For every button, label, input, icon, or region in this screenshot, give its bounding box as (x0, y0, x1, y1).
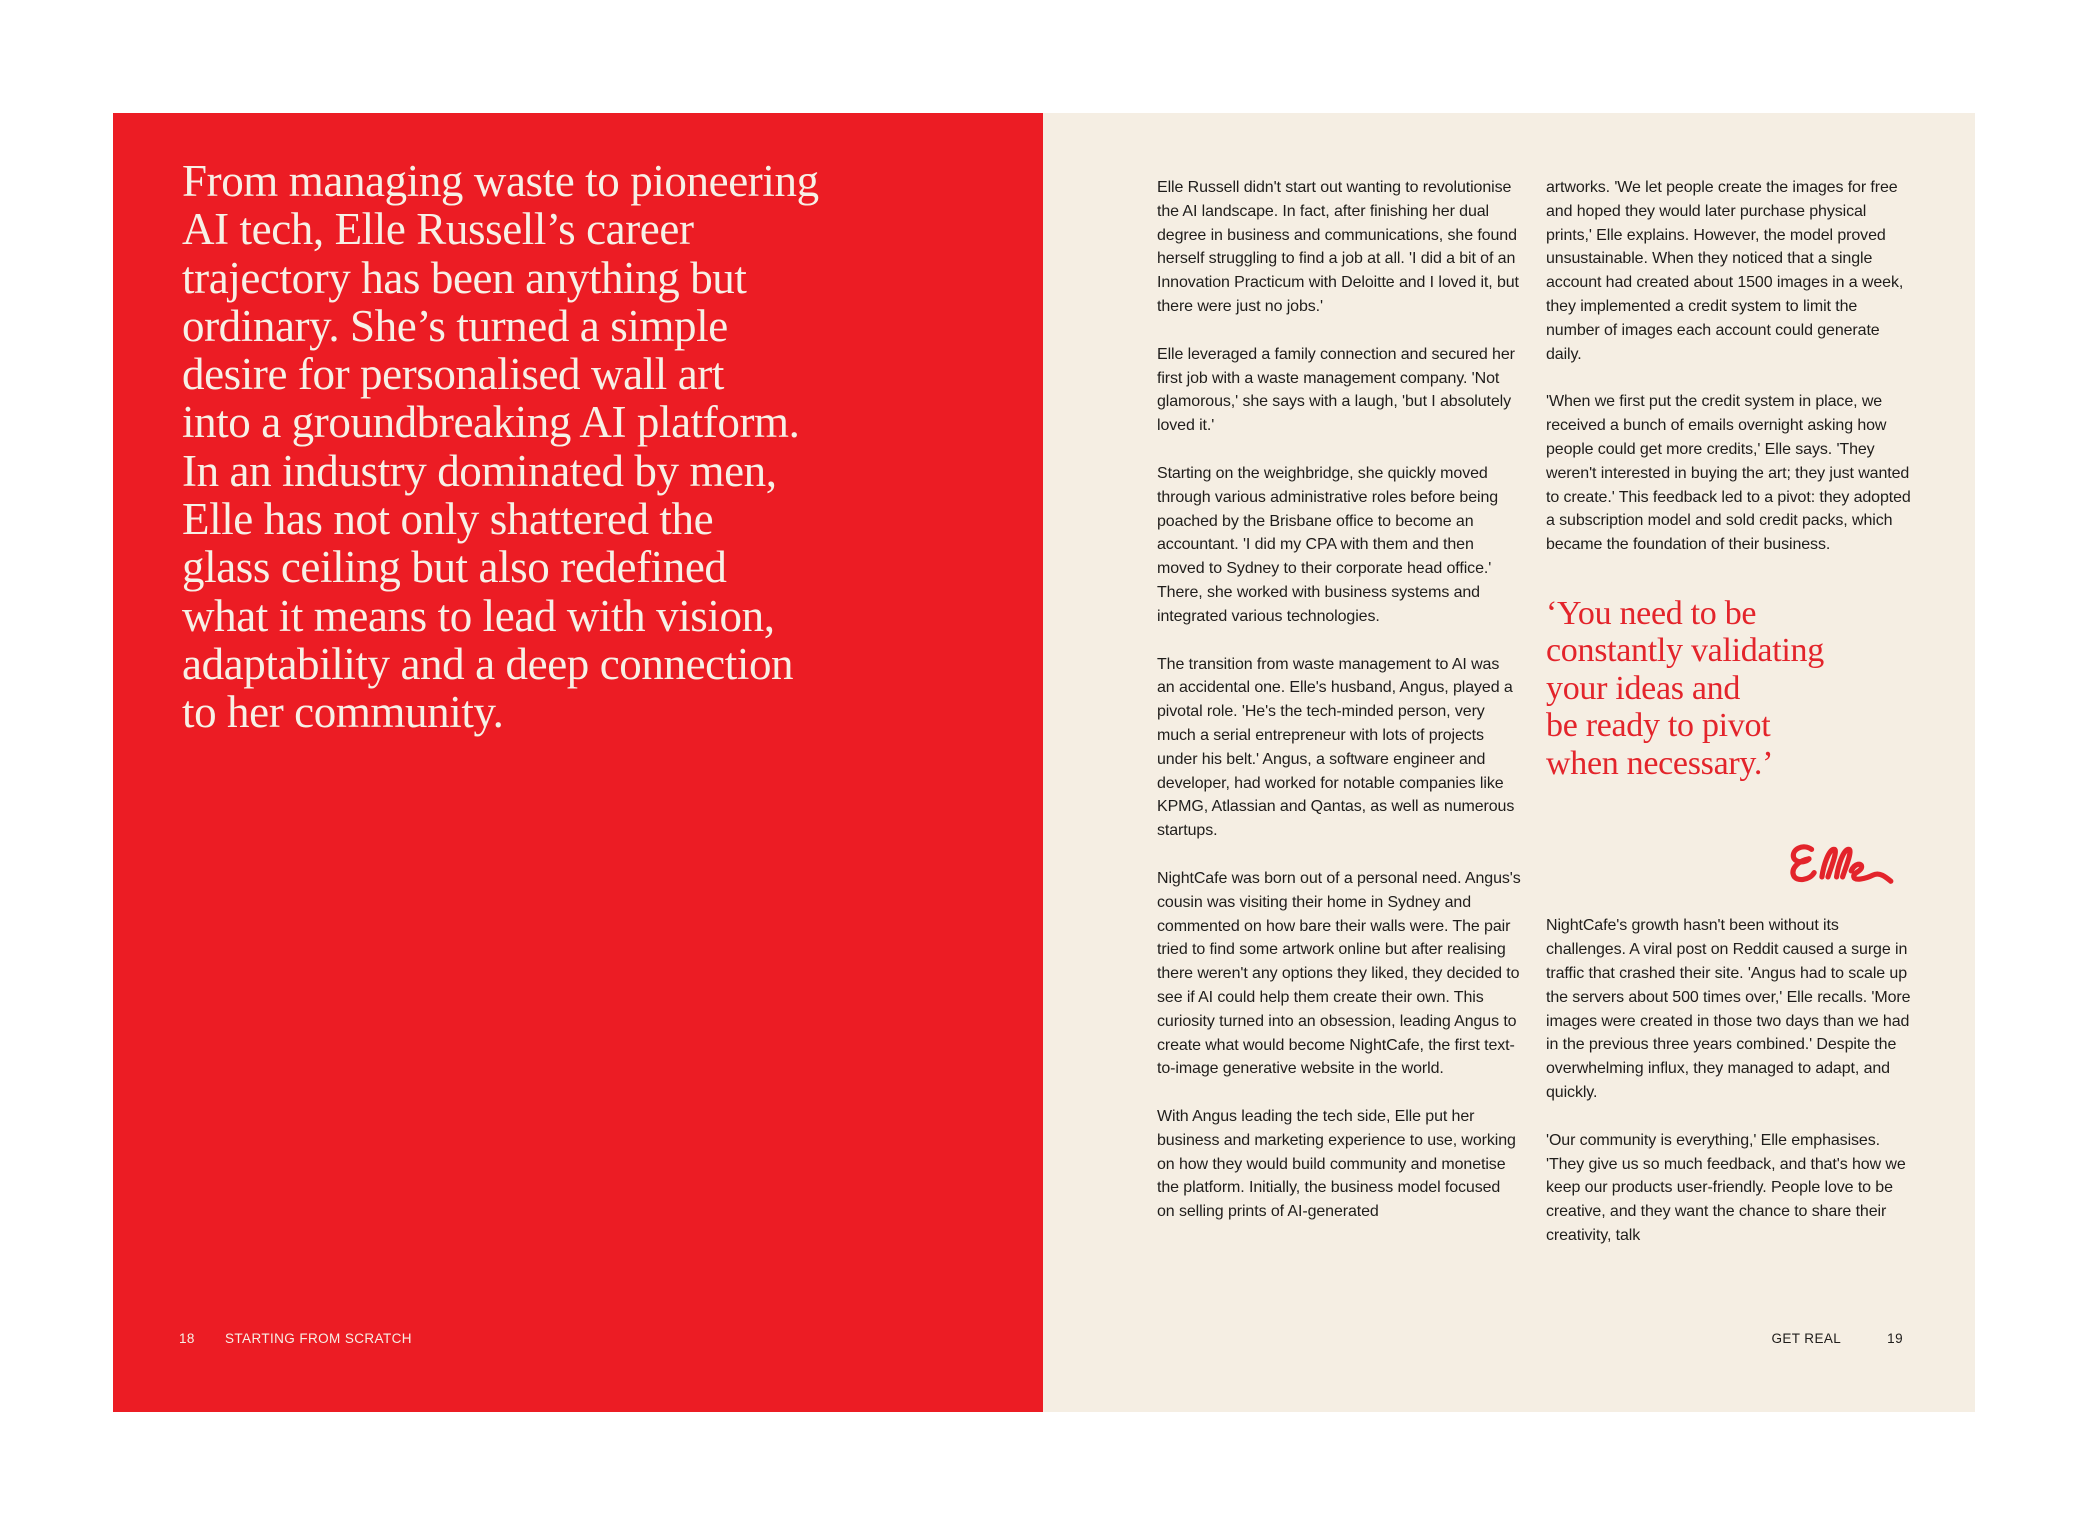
body-paragraph: 'Our community is everything,' Elle emphasises. 'They give us so much feedback, and that's how we keep our products user-friendly. People love to be creative, and they want the chance to share their creativity, talk (1546, 1131, 1906, 1245)
pull-quote-line: when necessary.’ (1546, 744, 1774, 782)
pull-quote-line: constantly validating (1546, 632, 1824, 670)
body-paragraph: Elle leveraged a family connection and secured her first job with a waste management company. 'Not glamorous,' she says with a laugh, 'but I absolutely loved it.' (1157, 345, 1515, 435)
elle-signature (1784, 838, 1896, 890)
intro-headline (182, 157, 982, 737)
right-footer (1771, 1331, 1903, 1347)
section-title-right: GET REAL (1771, 1331, 1842, 1346)
pull-quote (1546, 595, 1914, 783)
right-page (1043, 113, 1975, 1412)
headline-line: glass ceiling but also redefined (182, 542, 727, 593)
headline-line: adaptability and a deep connection (182, 638, 794, 689)
body-paragraph: Starting on the weighbridge, she quickly moved through various administrative roles before being poached by the Brisbane office to become an accountant. 'I did my CPA with them and then moved to Sydney to their corporate head office.' There, she worked with business systems and integrated various technologies. (1157, 464, 1499, 625)
body-paragraph: NightCafe was born out of a personal need. Angus's cousin was visiting their home in Sydney and commented on how bare their walls were. The pair tried to find some artwork online but after realising there weren't any options they liked, they decided to see if AI could help them create their own. This curiosity turned into an obsession, leading Angus to create what would become NightCafe, the first text-to-image generative website in the world. (1157, 869, 1521, 1078)
body-column-2-bottom (1546, 914, 1914, 1247)
body-paragraph: The transition from waste management to AI was an accidental one. Elle's husband, Angus, played a pivotal role. 'He's the tech-minded person, very much a serial entrepreneur with lots of projects under his belt.' Angus, a software engineer and developer, had worked for notable companies like KPMG, Atlassian and Qantas, as well as numerous startups. (1157, 655, 1515, 840)
body-paragraph: artworks. 'We let people create the images for free and hoped they would later purchase physical prints,' Elle explains. However, the model proved unsustainable. When they noticed that a single account had created about 1500 images in a week, they implemented a credit system to limit the number of images each account could generate daily. (1546, 179, 1904, 363)
body-column-2 (1546, 176, 1914, 1248)
page-number-left: 18 (179, 1331, 195, 1346)
page-number-right: 19 (1887, 1331, 1903, 1346)
left-page (113, 113, 1043, 1412)
body-column-1 (1157, 176, 1521, 1224)
headline-line: what it means to lead with vision, (182, 590, 775, 641)
headline-line: AI tech, Elle Russell’s career (182, 204, 694, 255)
body-paragraph: Elle Russell didn't start out wanting to revolutionise the AI landscape. In fact, after finishing her dual degree in business and communications, she found herself struggling to find a job at all. 'I did a bit of an Innovation Practicum with Deloitte and I loved it, but there were just no jobs.' (1157, 179, 1519, 315)
headline-line: desire for personalised wall art (182, 349, 724, 400)
headline-line: into a groundbreaking AI platform. (182, 397, 800, 448)
headline-line: ordinary. She’s turned a simple (182, 300, 728, 351)
signature-icon (1784, 838, 1896, 890)
headline-line: In an industry dominated by men, (182, 445, 777, 496)
pull-quote-line: be ready to pivot (1546, 707, 1771, 745)
body-paragraph: With Angus leading the tech side, Elle put her business and marketing experience to use, working on how they would build community and monetise the platform. Initially, the business model focused on selling prints of AI-generated (1157, 1108, 1516, 1221)
body-paragraph: 'When we first put the credit system in place, we received a bunch of emails overnight asking how people could get more credits,' Elle says. 'They weren't interested in buying the art; they just wanted to create.' This feedback led to a pivot: they adopted a subscription model and sold credit packs, which became the foundation of their business. (1546, 393, 1911, 554)
headline-line: Elle has not only shattered the (182, 494, 714, 545)
headline-line: From managing waste to pioneering (182, 156, 819, 206)
section-title-left: STARTING FROM SCRATCH (225, 1331, 412, 1346)
pull-quote-line: your ideas and (1546, 669, 1741, 707)
left-footer (179, 1331, 412, 1347)
headline-line: trajectory has been anything but (182, 252, 747, 303)
body-column-2-top (1546, 176, 1914, 557)
pull-quote-line: ‘You need to be (1546, 594, 1757, 632)
headline-line: to her community. (182, 687, 504, 738)
body-paragraph: NightCafe's growth hasn't been without its challenges. A viral post on Reddit caused a surge in traffic that crashed their site. 'Angus had to scale up the servers about 500 times over,' Elle recalls. 'More images were created in those two days than we had in the previous three years combined.' Despite the overwhelming influx, they managed to adapt, and quickly. (1546, 917, 1911, 1102)
